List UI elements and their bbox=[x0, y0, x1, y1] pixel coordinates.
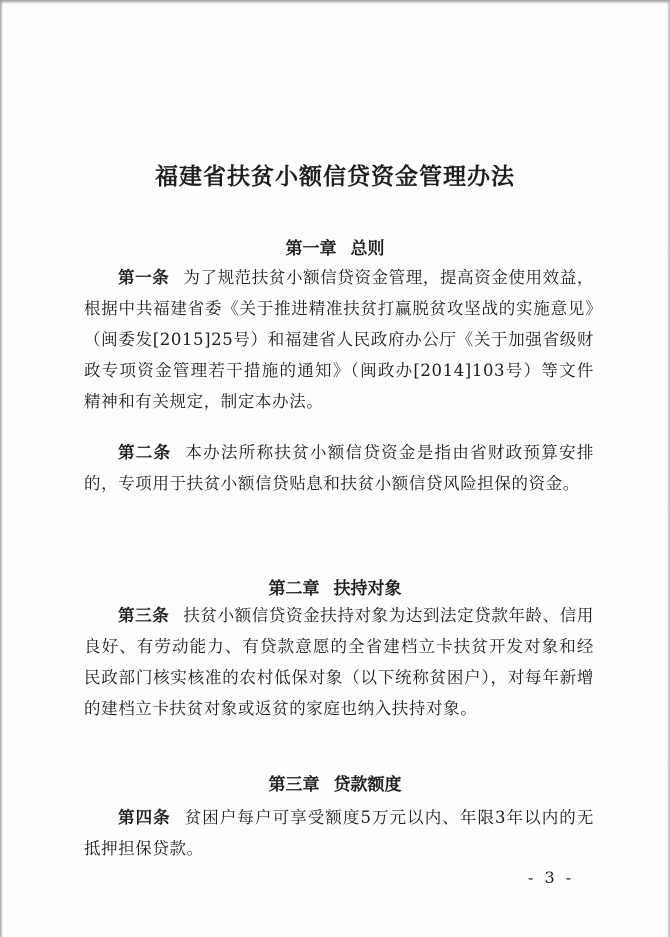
article-4-text: 贫困户每户可享受额度5万元以内、年限3年以内的无抵押担保贷款。 bbox=[84, 808, 594, 858]
article-2-text: 本办法所称扶贫小额信贷资金是指由省财政预算安排的，专项用于扶贫小额信贷贴息和扶贫小额信贷风险担保的资金。 bbox=[84, 443, 594, 493]
article-2-label: 第二条 bbox=[118, 443, 172, 462]
article-3 bbox=[84, 600, 594, 724]
article-3-text: 扶贫小额信贷资金扶持对象为达到法定贷款年龄、信用良好、有劳动能力、有贷款意愿的全省建档立卡扶贫开发对象和经民政部门核实核准的农村低保对象（以下统称贫困户），对每年新增的建档立卡扶贫对象或返贫的家庭也纳入扶持对象。 bbox=[84, 606, 594, 718]
chapter-1-name: 总则 bbox=[350, 239, 385, 259]
article-4 bbox=[84, 802, 594, 864]
article-4-label: 第四条 bbox=[118, 808, 171, 827]
chapter-2-label: 第二章 bbox=[268, 579, 320, 599]
page-number: - 3 - bbox=[528, 868, 575, 887]
scan-edge-top bbox=[0, 0, 670, 4]
article-1-label: 第一条 bbox=[118, 268, 170, 287]
chapter-3-name: 贷款额度 bbox=[333, 775, 402, 795]
chapter-2-heading bbox=[0, 574, 670, 599]
chapter-3-heading bbox=[0, 770, 670, 795]
article-2 bbox=[84, 437, 594, 499]
chapter-2-name: 扶持对象 bbox=[333, 579, 402, 599]
article-1-text: 为了规范扶贫小额信贷资金管理，提高资金使用效益，根据中共福建省委《关于推进精准扶贫打赢脱贫攻坚战的实施意见》（闽委发[2015]25号）和福建省人民政府办公厅《关于加强省级财政专项资金管理若干措施的通知》（闽政办[2014]103号）等文件精神和有关规定，制定本办法。 bbox=[84, 268, 594, 411]
chapter-3-label: 第三章 bbox=[268, 775, 320, 795]
article-1 bbox=[84, 262, 594, 417]
document-title: 福建省扶贫小额信贷资金管理办法 bbox=[155, 163, 515, 190]
article-3-label: 第三条 bbox=[118, 606, 170, 625]
scan-edge-left bbox=[0, 0, 3, 937]
chapter-1-heading bbox=[0, 234, 670, 259]
chapter-1-label: 第一章 bbox=[285, 239, 337, 259]
